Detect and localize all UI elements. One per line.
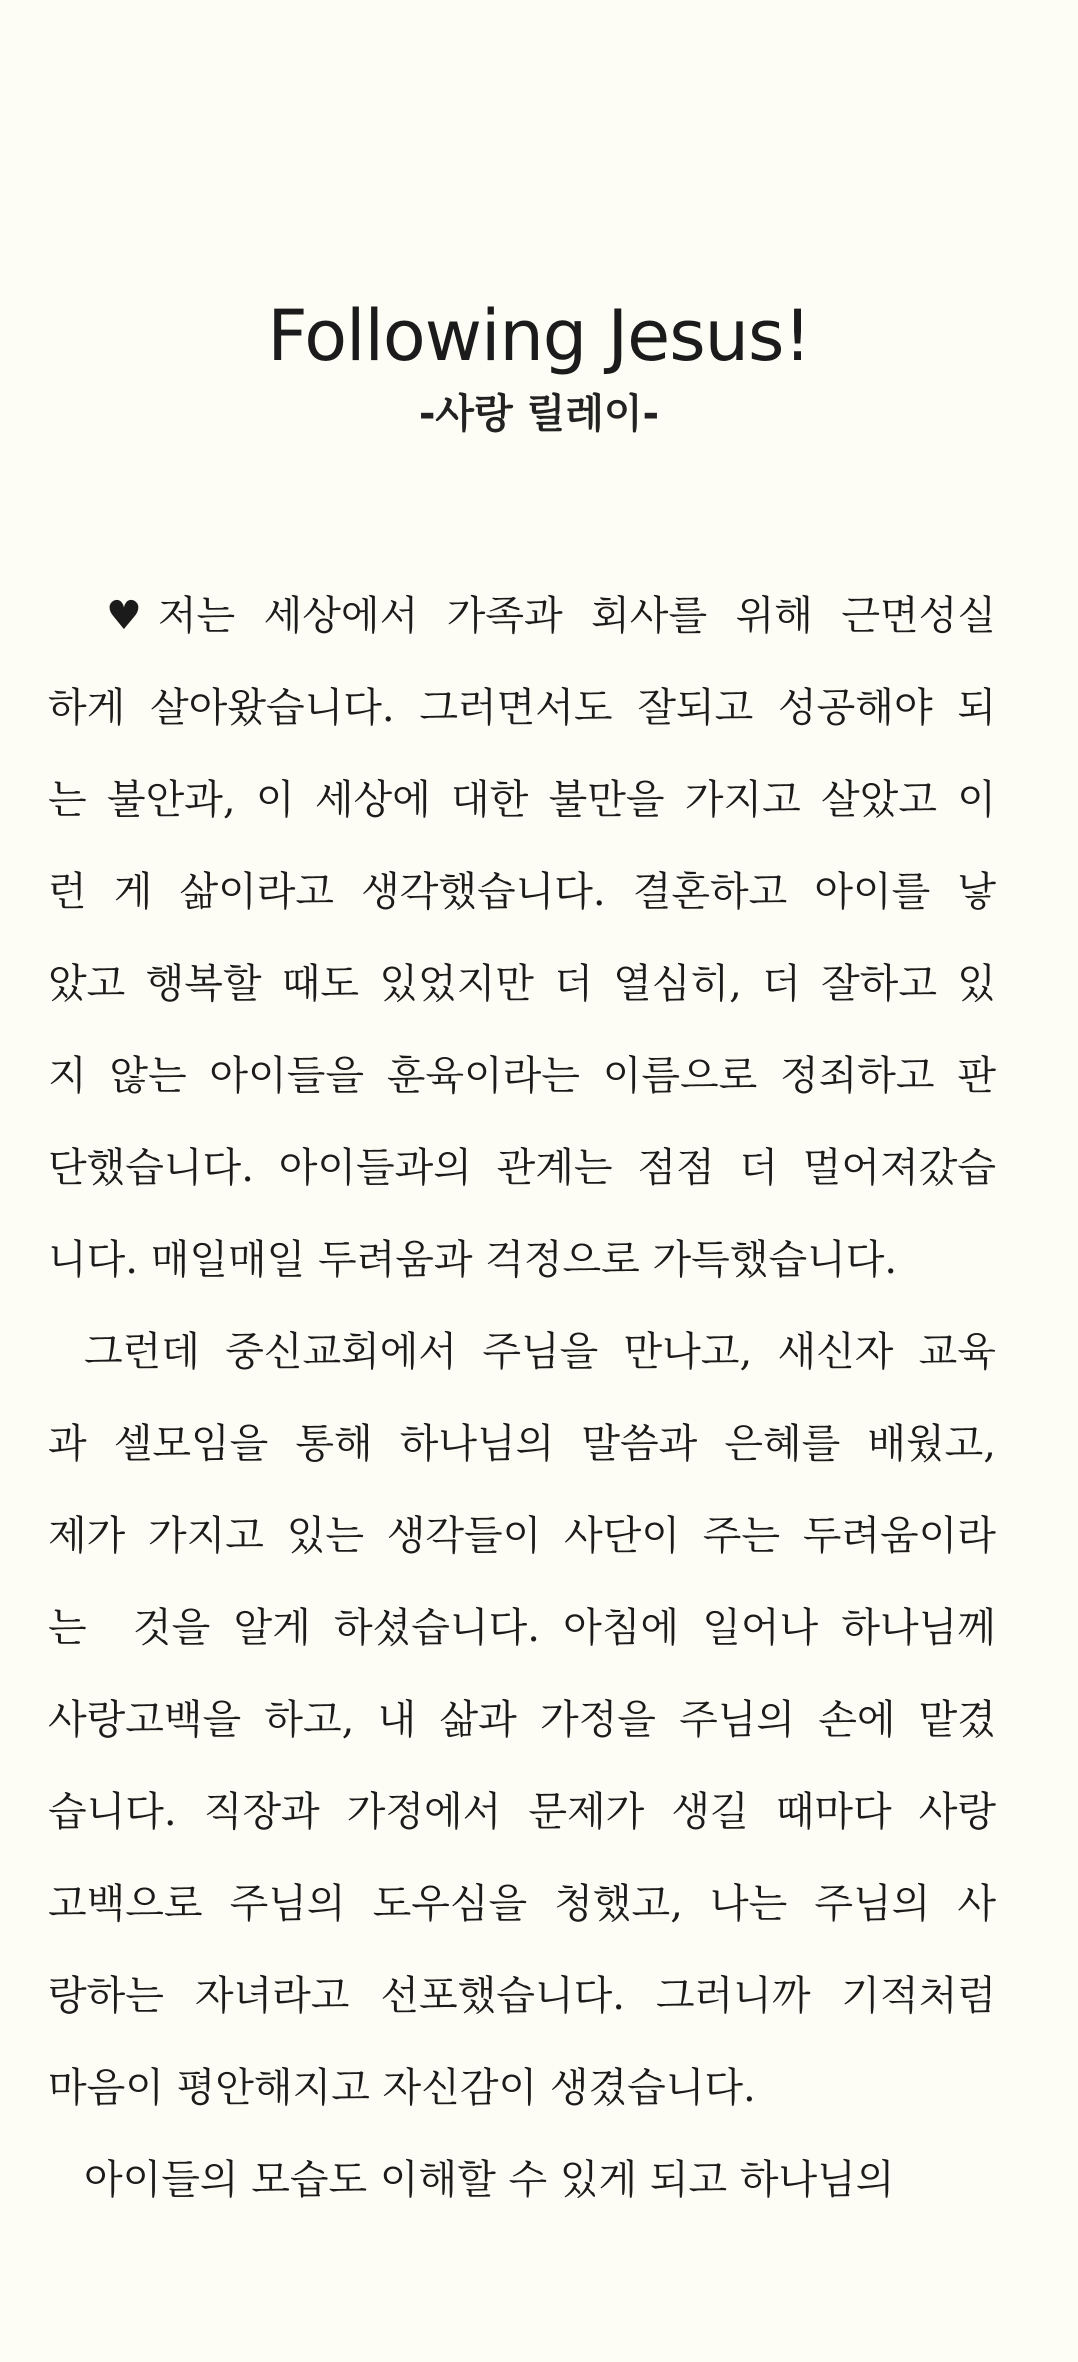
text-line: 사랑고백을 하고, 내 삶과 가정을 주님의 손에 맡겼 (48, 1697, 996, 1743)
page-subtitle: -사랑 릴레이- (418, 391, 660, 437)
text-line: 았고 행복할 때도 있었지만 더 열심히, 더 잘하고 있 (48, 961, 996, 1007)
text-line: 니다. 매일매일 두려움과 걱정으로 가득했습니다. (48, 1237, 898, 1283)
text-line: ♥ 저는 세상에서 가족과 회사를 위해 근면성실 (48, 580, 996, 672)
text-line: 하게 살아왔습니다. 그러면서도 잘되고 성공해야 되 (48, 685, 996, 731)
page-title: Following Jesus! (267, 295, 811, 377)
text-line: 습니다. 직장과 가정에서 문제가 생길 때마다 사랑 (48, 1789, 996, 1835)
text-line: 런 게 삶이라고 생각했습니다. 결혼하고 아이를 낳 (48, 869, 996, 915)
heart-icon: ♥ (106, 593, 142, 639)
text-line: 랑하는 자녀라고 선포했습니다. 그러니까 기적처럼 (48, 1973, 996, 2019)
text-line: 는 것을 알게 하셨습니다. 아침에 일어나 하나님께 (48, 1605, 996, 1651)
text-line: 과 셀모임을 통해 하나님의 말씀과 은혜를 배웠고, (48, 1421, 996, 1467)
text-line: 는 불안과, 이 세상에 대한 불만을 가지고 살았고 이 (48, 777, 996, 823)
text-line: 고백으로 주님의 도우심을 청했고, 나는 주님의 사 (48, 1881, 996, 1927)
text-line: 지 않는 아이들을 훈육이라는 이름으로 정죄하고 판 (48, 1053, 996, 1099)
text-line: 그런데 중신교회에서 주님을 만나고, 새신자 교육 (84, 1329, 996, 1375)
text-line: 마음이 평안해지고 자신감이 생겼습니다. (48, 2065, 756, 2111)
article-body (48, 580, 996, 2236)
text-line: 단했습니다. 아이들과의 관계는 점점 더 멀어져갔습 (48, 1145, 996, 1191)
text-line: 아이들의 모습도 이해할 수 있게 되고 하나님의 (84, 2157, 895, 2203)
text-line: 제가 가지고 있는 생각들이 사단이 주는 두려움이라 (48, 1513, 996, 1559)
